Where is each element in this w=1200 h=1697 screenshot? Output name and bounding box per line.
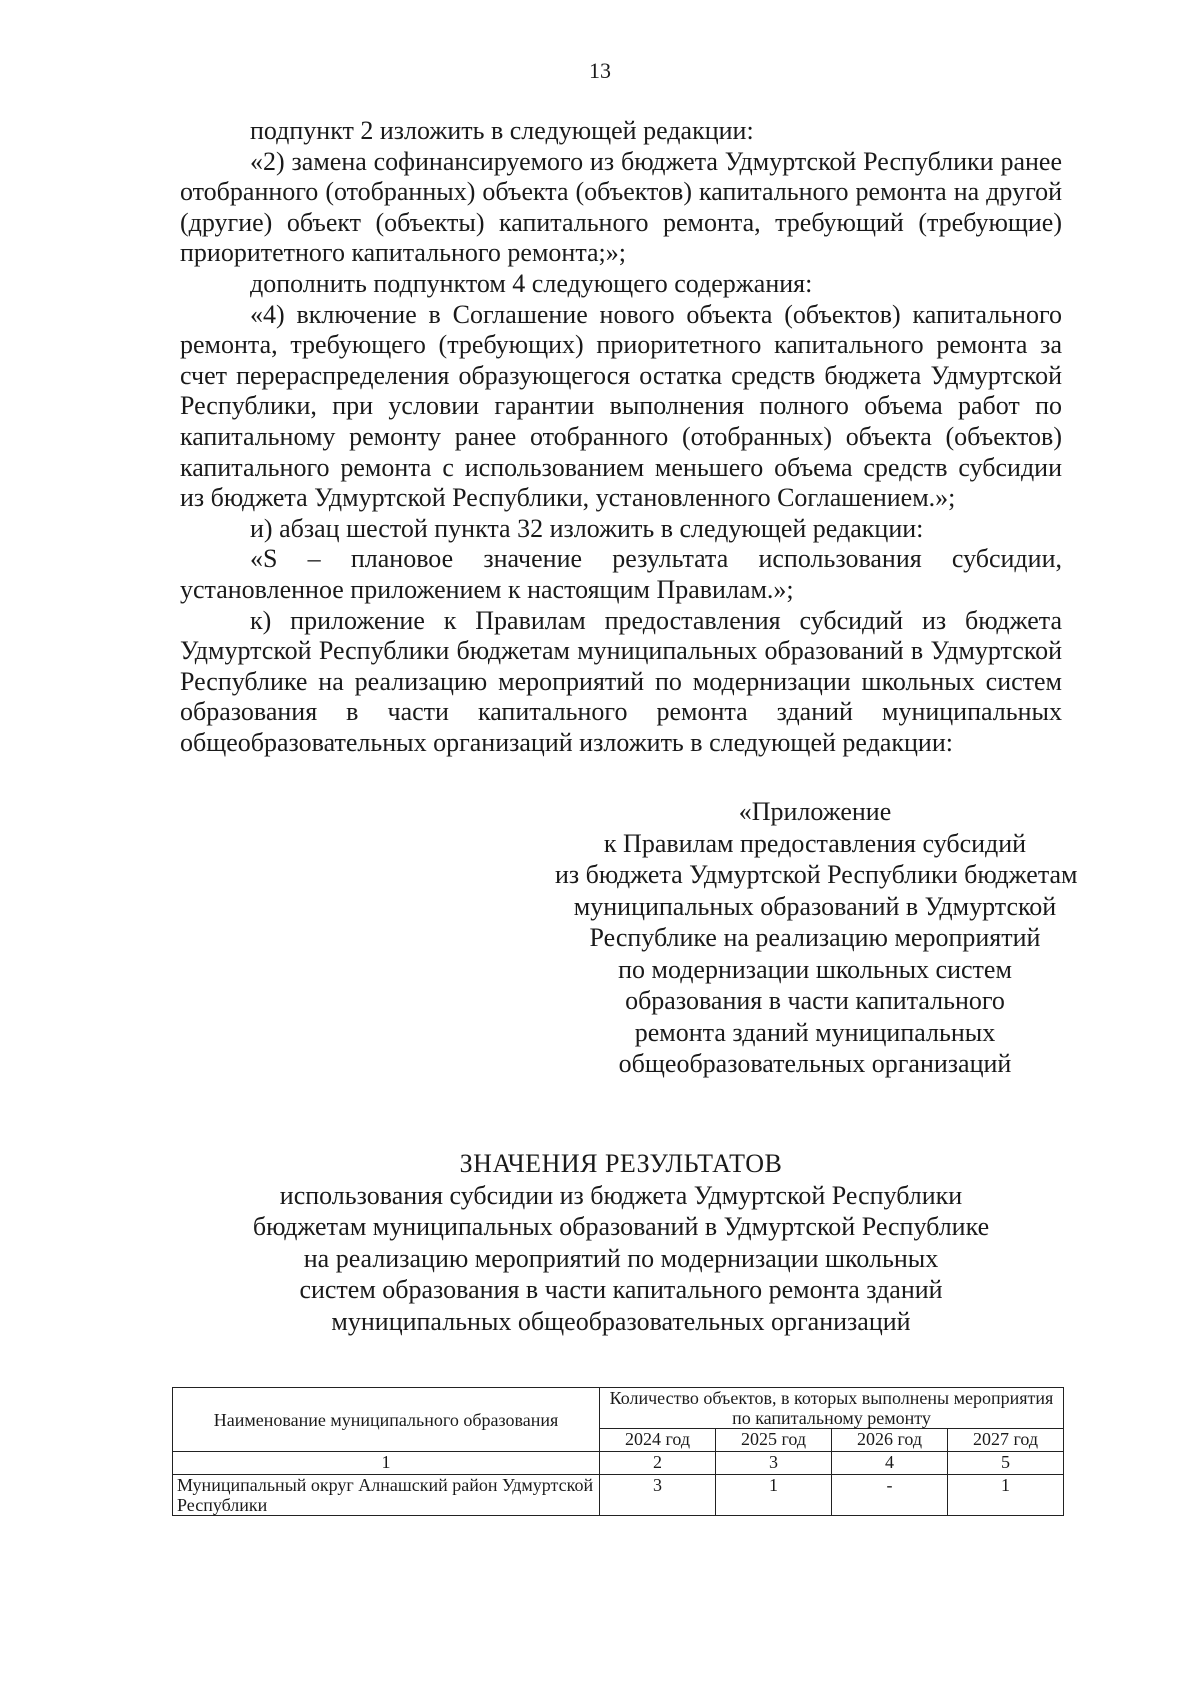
appendix-line: «Приложение xyxy=(738,797,892,826)
objects-count-header: Количество объектов, в которых выполнены мероприятия по капитальному ремонту xyxy=(600,1388,1064,1429)
appendix-line: общеобразовательных организаций xyxy=(618,1049,1012,1078)
appendix-line: из бюджета Удмуртской Республики бюджетам xyxy=(555,860,1078,889)
column-number: 1 xyxy=(173,1452,600,1475)
paragraph: и) абзац шестой пункта 32 изложить в следующей редакции: xyxy=(250,513,924,543)
heading-subtitle-line: муниципальных общеобразовательных организаций xyxy=(331,1306,911,1336)
appendix-header xyxy=(555,796,1078,1080)
appendix-line: Республике на реализацию мероприятий xyxy=(589,923,1041,952)
appendix-line: образования в части капитального xyxy=(625,986,1005,1015)
appendix-line: по модернизации школьных систем xyxy=(618,954,1012,984)
municipality-name: Муниципальный округ Алнашский район Удмуртской Республики xyxy=(173,1475,600,1516)
column-number: 4 xyxy=(832,1452,948,1475)
paragraph: подпункт 2 изложить в следующей редакции: xyxy=(250,116,754,145)
paragraph: «2) замена софинансируемого из бюджета Удмуртской Республики ранее отобранного (отобранных) объекта (объектов) капитального ремонта на другой (другие) объект (объекты) капитального ремонта, требующий (требующие) приоритетного капитального ремонта;»; xyxy=(180,146,1062,268)
table-header-row xyxy=(173,1388,1064,1429)
value-cell: 3 xyxy=(600,1475,716,1516)
body-text xyxy=(180,116,1062,758)
year-header: 2024 год xyxy=(600,1429,716,1452)
column-number: 2 xyxy=(600,1452,716,1475)
results-table xyxy=(172,1387,1064,1516)
heading-subtitle-line: использования субсидии из бюджета Удмуртской Республики xyxy=(279,1180,963,1210)
paragraph: дополнить подпунктом 4 следующего содержания: xyxy=(250,268,813,298)
page-number: 13 xyxy=(589,58,611,83)
column-number: 5 xyxy=(948,1452,1064,1475)
appendix-line: ремонта зданий муниципальных xyxy=(634,1017,996,1047)
column-numbers-row xyxy=(173,1452,1064,1475)
municipality-name-header: Наименование муниципального образования xyxy=(173,1388,600,1452)
appendix-line: муниципальных образований в Удмуртской xyxy=(573,891,1057,921)
heading-subtitle-line: бюджетам муниципальных образований в Удмуртской Республике xyxy=(252,1212,990,1241)
paragraph: к) приложение к Правилам предоставления субсидий из бюджета Удмуртской Республики бюджетам муниципальных образований в Удмуртской Республике на реализацию мероприятий по модернизации школьных систем образования в части капитального ремонта зданий муниципальных общеобразовательных организаций изложить в следующей редакции: xyxy=(180,605,1062,757)
paragraph: «4) включение в Соглашение нового объекта (объектов) капитального ремонта, требующего (требующих) приоритетного капитального ремонта за счет перераспределения образующегося остатка средств бюджета Удмуртской Республики, при условии гарантии выполнения полного объема работ по капитальному ремонту ранее отобранного (отобранных) объекта (объектов) капитального ремонта с использованием меньшего объема средств субсидии из бюджета Удмуртской Республики, установленного Соглашением.»; xyxy=(180,299,1062,513)
paragraph: «S – плановое значение результата использования субсидии, установленное приложением к настоящим Правилам.»; xyxy=(180,544,1062,604)
appendix-line: к Правилам предоставления субсидий xyxy=(603,828,1027,858)
value-cell: - xyxy=(832,1475,948,1516)
year-header: 2027 год xyxy=(948,1429,1064,1452)
heading-subtitle-line: систем образования в части капитального ремонта зданий xyxy=(299,1275,943,1304)
table-row xyxy=(173,1475,1064,1516)
value-cell: 1 xyxy=(948,1475,1064,1516)
column-number: 3 xyxy=(716,1452,832,1475)
year-header: 2026 год xyxy=(832,1429,948,1452)
results-heading xyxy=(180,1148,1062,1337)
heading-title: ЗНАЧЕНИЯ РЕЗУЛЬТАТОВ xyxy=(459,1149,783,1178)
heading-subtitle-line: на реализацию мероприятий по модернизации школьных xyxy=(303,1243,939,1273)
year-header: 2025 год xyxy=(716,1429,832,1452)
value-cell: 1 xyxy=(716,1475,832,1516)
